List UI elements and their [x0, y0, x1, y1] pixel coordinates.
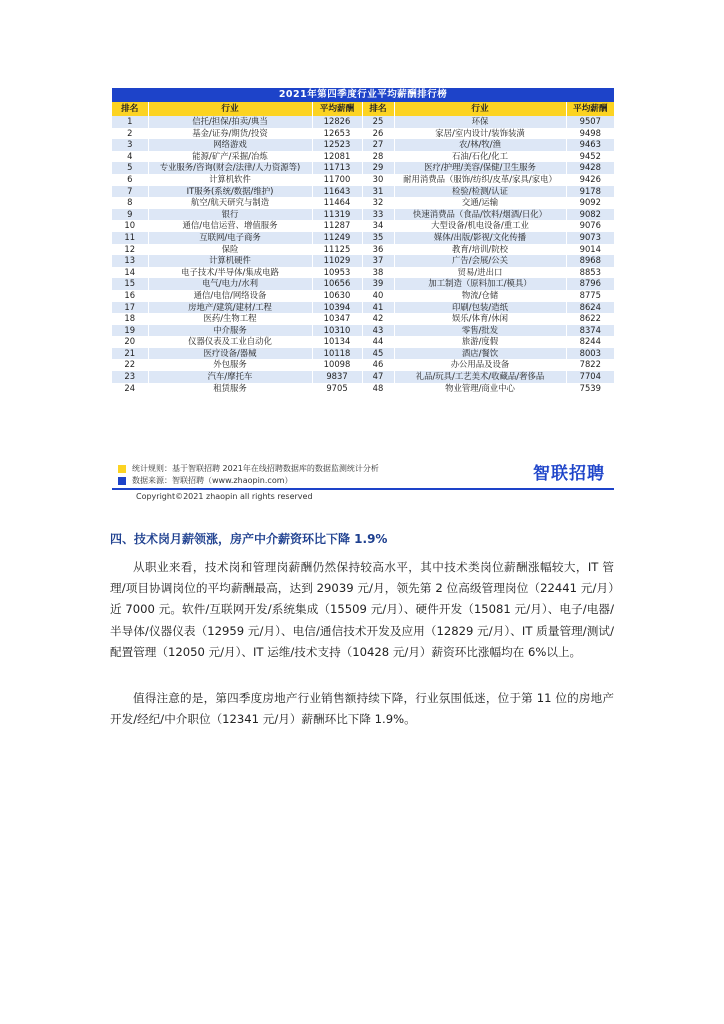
cell-industry: 加工制造（原料加工/模具）	[394, 278, 566, 290]
cell-industry: 电子技术/半导体/集成电路	[148, 267, 312, 279]
table-body	[112, 116, 614, 394]
cell-rank: 34	[362, 220, 394, 232]
table-row	[112, 313, 614, 325]
cell-rank: 8	[112, 197, 148, 209]
cell-rank: 31	[362, 186, 394, 198]
cell-salary: 10630	[312, 290, 362, 302]
cell-rank: 25	[362, 116, 394, 128]
zhaopin-logo: 智联招聘	[533, 464, 605, 484]
cell-salary: 10310	[312, 325, 362, 337]
cell-rank: 4	[112, 151, 148, 163]
cell-rank: 37	[362, 255, 394, 267]
cell-rank: 40	[362, 290, 394, 302]
cell-industry: 医疗/护理/美容/保健/卫生服务	[394, 162, 566, 174]
cell-rank: 18	[112, 313, 148, 325]
cell-industry: 广告/会展/公关	[394, 255, 566, 267]
cell-industry: 物流/仓储	[394, 290, 566, 302]
cell-industry: 专业服务/咨询(财会/法律/人力资源等)	[148, 162, 312, 174]
cell-rank: 26	[362, 128, 394, 140]
table-row	[112, 197, 614, 209]
cell-rank: 14	[112, 267, 148, 279]
cell-rank: 43	[362, 325, 394, 337]
cell-industry: 大型设备/机电设备/重工业	[394, 220, 566, 232]
table-row	[112, 186, 614, 198]
table-title: 2021年第四季度行业平均薪酬排行榜	[112, 88, 614, 102]
cell-salary: 9082	[566, 209, 614, 221]
cell-rank: 5	[112, 162, 148, 174]
cell-salary: 9014	[566, 244, 614, 256]
cell-rank: 29	[362, 162, 394, 174]
table-row	[112, 162, 614, 174]
cell-salary: 8796	[566, 278, 614, 290]
cell-rank: 45	[362, 348, 394, 360]
cell-rank: 17	[112, 302, 148, 314]
cell-salary: 8624	[566, 302, 614, 314]
cell-rank: 48	[362, 383, 394, 395]
cell-rank: 47	[362, 371, 394, 383]
cell-salary: 11125	[312, 244, 362, 256]
cell-rank: 10	[112, 220, 148, 232]
cell-industry: 家居/室内设计/装饰装潢	[394, 128, 566, 140]
cell-rank: 1	[112, 116, 148, 128]
cell-industry: 印刷/包装/造纸	[394, 302, 566, 314]
table-row	[112, 290, 614, 302]
cell-salary: 12826	[312, 116, 362, 128]
cell-industry: 酒店/餐饮	[394, 348, 566, 360]
cell-industry: 办公用品及设备	[394, 359, 566, 371]
note-rule	[118, 463, 379, 475]
header-salary: 平均薪酬	[312, 102, 362, 116]
cell-rank: 28	[362, 151, 394, 163]
cell-industry: 中介服务	[148, 325, 312, 337]
cell-rank: 6	[112, 174, 148, 186]
cell-salary: 8968	[566, 255, 614, 267]
cell-rank: 24	[112, 383, 148, 395]
cell-rank: 9	[112, 209, 148, 221]
cell-industry: 教育/培训/院校	[394, 244, 566, 256]
cell-salary: 11287	[312, 220, 362, 232]
table-title-row	[112, 88, 614, 102]
cell-salary: 11643	[312, 186, 362, 198]
header-industry: 行业	[148, 102, 312, 116]
cell-salary: 9428	[566, 162, 614, 174]
cell-industry: 能源/矿产/采掘/冶炼	[148, 151, 312, 163]
table-row	[112, 302, 614, 314]
cell-industry: 农/林/牧/渔	[394, 139, 566, 151]
table-row	[112, 325, 614, 337]
cell-industry: 计算机软件	[148, 174, 312, 186]
cell-salary: 9092	[566, 197, 614, 209]
table-row	[112, 232, 614, 244]
cell-salary: 11464	[312, 197, 362, 209]
cell-salary: 10098	[312, 359, 362, 371]
cell-salary: 8775	[566, 290, 614, 302]
cell-industry: 旅游/度假	[394, 336, 566, 348]
cell-industry: 租赁服务	[148, 383, 312, 395]
table-row	[112, 244, 614, 256]
cell-salary: 9073	[566, 232, 614, 244]
cell-salary: 9076	[566, 220, 614, 232]
table-row	[112, 383, 614, 395]
cell-salary: 9498	[566, 128, 614, 140]
cell-rank: 2	[112, 128, 148, 140]
blue-square-icon	[118, 477, 126, 485]
cell-rank: 11	[112, 232, 148, 244]
cell-industry: 基金/证券/期货/投资	[148, 128, 312, 140]
cell-rank: 44	[362, 336, 394, 348]
cell-rank: 39	[362, 278, 394, 290]
cell-industry: 娱乐/体育/休闲	[394, 313, 566, 325]
cell-industry: 交通/运输	[394, 197, 566, 209]
cell-industry: 石油/石化/化工	[394, 151, 566, 163]
cell-industry: 媒体/出版/影视/文化传播	[394, 232, 566, 244]
header-salary: 平均薪酬	[566, 102, 614, 116]
cell-industry: 信托/担保/拍卖/典当	[148, 116, 312, 128]
cell-industry: 房地产/建筑/建材/工程	[148, 302, 312, 314]
cell-industry: 外包服务	[148, 359, 312, 371]
section-title: 四、技术岗月薪领涨，房产中介薪资环比下降 1.9%	[110, 532, 388, 546]
table-header-row	[112, 102, 614, 116]
cell-salary: 12523	[312, 139, 362, 151]
cell-salary: 9463	[566, 139, 614, 151]
cell-industry: 计算机硬件	[148, 255, 312, 267]
header-industry: 行业	[394, 102, 566, 116]
cell-industry: 耐用消费品（服饰/纺织/皮革/家具/家电）	[394, 174, 566, 186]
cell-industry: 检验/检测/认证	[394, 186, 566, 198]
cell-rank: 15	[112, 278, 148, 290]
cell-salary: 12081	[312, 151, 362, 163]
yellow-square-icon	[118, 465, 126, 473]
table-row	[112, 174, 614, 186]
cell-industry: 汽车/摩托车	[148, 371, 312, 383]
cell-rank: 41	[362, 302, 394, 314]
cell-salary: 9426	[566, 174, 614, 186]
cell-industry: 通信/电信/网络设备	[148, 290, 312, 302]
cell-rank: 36	[362, 244, 394, 256]
header-rank: 排名	[112, 102, 148, 116]
cell-rank: 27	[362, 139, 394, 151]
cell-industry: 保险	[148, 244, 312, 256]
cell-rank: 30	[362, 174, 394, 186]
cell-rank: 13	[112, 255, 148, 267]
cell-rank: 20	[112, 336, 148, 348]
cell-salary: 10394	[312, 302, 362, 314]
cell-salary: 8622	[566, 313, 614, 325]
cell-salary: 11700	[312, 174, 362, 186]
cell-salary: 10134	[312, 336, 362, 348]
note-source	[118, 475, 379, 487]
cell-salary: 11713	[312, 162, 362, 174]
cell-salary: 10347	[312, 313, 362, 325]
cell-salary: 7539	[566, 383, 614, 395]
cell-industry: 零售/批发	[394, 325, 566, 337]
cell-industry: 仪器仪表及工业自动化	[148, 336, 312, 348]
cell-salary: 11029	[312, 255, 362, 267]
cell-industry: 通信/电信运营、增值服务	[148, 220, 312, 232]
paragraph: 从职业来看，技术岗和管理岗薪酬仍然保持较高水平，其中技术类岗位薪酬涨幅较大，IT 管理/项目协调岗位的平均薪酬最高，达到 29039 元/月，领先第 2 位高级管理岗位（22441 元/月）近 7000 元。软件/互联网开发/系统集成（15509 元/月）、硬件开发（15081 元/月）、电子/电器/半导体/仪器仪表（12959 元/月）、电信/通信技术开发及应用（12829 元/月）、IT 质量管理/测试/配置管理（12050 元/月）、IT 运维/技术支持（10428 元/月）薪资环比涨幅均在 6%以上。	[110, 560, 614, 659]
table-row	[112, 209, 614, 221]
cell-salary: 8003	[566, 348, 614, 360]
table-row	[112, 139, 614, 151]
cell-industry: 医药/生物工程	[148, 313, 312, 325]
cell-rank: 21	[112, 348, 148, 360]
cell-industry: 航空/航天研究与制造	[148, 197, 312, 209]
cell-salary: 10656	[312, 278, 362, 290]
cell-industry: 银行	[148, 209, 312, 221]
cell-salary: 12653	[312, 128, 362, 140]
cell-salary: 8374	[566, 325, 614, 337]
cell-industry: 环保	[394, 116, 566, 128]
cell-industry: 礼品/玩具/工艺美术/收藏品/奢侈品	[394, 371, 566, 383]
cell-rank: 46	[362, 359, 394, 371]
cell-industry: 物业管理/商业中心	[394, 383, 566, 395]
cell-salary: 11319	[312, 209, 362, 221]
cell-salary: 8853	[566, 267, 614, 279]
cell-industry: 电气/电力/水利	[148, 278, 312, 290]
cell-rank: 42	[362, 313, 394, 325]
cell-rank: 16	[112, 290, 148, 302]
cell-salary: 7704	[566, 371, 614, 383]
table-row	[112, 220, 614, 232]
divider	[112, 488, 614, 490]
cell-rank: 32	[362, 197, 394, 209]
cell-rank: 7	[112, 186, 148, 198]
cell-salary: 9507	[566, 116, 614, 128]
note-source-text: 数据来源：智联招聘（www.zhaopin.com）	[132, 476, 293, 485]
salary-ranking-table	[112, 88, 614, 394]
table-row	[112, 267, 614, 279]
cell-salary: 8244	[566, 336, 614, 348]
table-row	[112, 151, 614, 163]
cell-salary: 9452	[566, 151, 614, 163]
copyright: Copyright©2021 zhaopin all rights reserved	[136, 492, 313, 501]
note-rule-text: 统计规则：基于智联招聘 2021年在线招聘数据库的数据监测统计分析	[132, 464, 379, 473]
cell-salary: 9837	[312, 371, 362, 383]
cell-rank: 12	[112, 244, 148, 256]
cell-salary: 10118	[312, 348, 362, 360]
cell-salary: 7822	[566, 359, 614, 371]
cell-industry: 互联网/电子商务	[148, 232, 312, 244]
table-row	[112, 255, 614, 267]
table-row	[112, 359, 614, 371]
table-row	[112, 348, 614, 360]
cell-salary: 9178	[566, 186, 614, 198]
cell-industry: 医疗设备/器械	[148, 348, 312, 360]
table-notes	[118, 463, 379, 487]
cell-rank: 19	[112, 325, 148, 337]
cell-rank: 23	[112, 371, 148, 383]
cell-salary: 11249	[312, 232, 362, 244]
table-row	[112, 116, 614, 128]
cell-rank: 38	[362, 267, 394, 279]
cell-industry: 快速消费品（食品/饮料/烟酒/日化）	[394, 209, 566, 221]
table-row	[112, 336, 614, 348]
cell-industry: 网络游戏	[148, 139, 312, 151]
header-rank: 排名	[362, 102, 394, 116]
cell-salary: 9705	[312, 383, 362, 395]
table-row	[112, 128, 614, 140]
paragraph: 值得注意的是，第四季度房地产行业销售额持续下降，行业氛围低迷，位于第 11 位的房地产开发/经纪/中介职位（12341 元/月）薪酬环比下降 1.9%。	[110, 691, 614, 727]
cell-rank: 35	[362, 232, 394, 244]
cell-industry: 贸易/进出口	[394, 267, 566, 279]
cell-rank: 3	[112, 139, 148, 151]
cell-rank: 33	[362, 209, 394, 221]
table-row	[112, 278, 614, 290]
cell-rank: 22	[112, 359, 148, 371]
table-row	[112, 371, 614, 383]
cell-industry: IT服务(系统/数据/维护)	[148, 186, 312, 198]
cell-salary: 10953	[312, 267, 362, 279]
